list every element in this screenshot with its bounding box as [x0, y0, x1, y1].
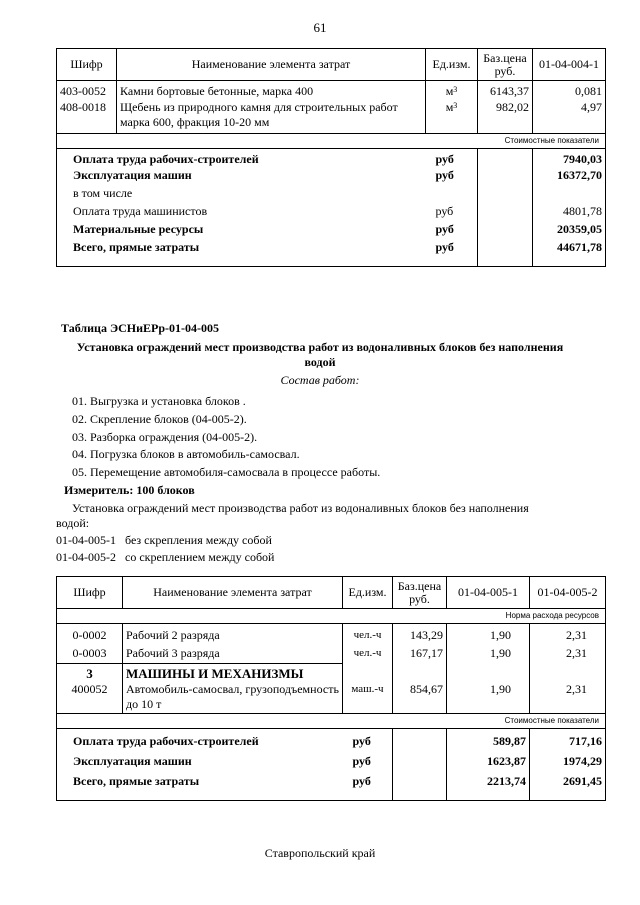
section-heading: Установка ограждений мест производства работ из водоналивных блоков без наполнения	[76, 340, 564, 354]
step-item: 04. Погрузка блоков в автомобиль-самосвал.	[72, 447, 300, 461]
header-cell: Шифр	[57, 49, 117, 81]
summary-name: в том числе	[57, 186, 426, 204]
table-row	[57, 682, 606, 714]
summary-value: 44671,78	[533, 240, 606, 267]
summary-value: 7940,03	[533, 149, 606, 168]
summary-blank	[393, 771, 447, 801]
section-label-row	[57, 714, 606, 729]
step-item: 05. Перемещение автомобиля-самосвала в процессе работы.	[72, 465, 381, 479]
summary-unit	[426, 186, 478, 204]
group-code: 3	[57, 664, 123, 682]
table-header	[57, 577, 606, 609]
table-title: Таблица ЭСНиЕРр-01-04-005	[61, 321, 220, 335]
price-cell: 982,02	[478, 100, 533, 134]
group-blank	[530, 664, 606, 682]
header-cell: Шифр	[57, 577, 123, 609]
header-cell: Ед.изм.	[426, 49, 478, 81]
value-cell: 2,31	[530, 682, 606, 714]
summary-value: 717,16	[530, 729, 606, 751]
summary-row	[57, 240, 606, 267]
group-row	[57, 664, 606, 682]
summary-name: Оплата труда рабочих-строителей	[57, 729, 343, 751]
unit-superscript: 3	[453, 100, 458, 110]
table-row	[57, 100, 606, 134]
section-label: Стоимостные показатели	[57, 714, 606, 729]
table-row	[57, 81, 606, 100]
description: Установка ограждений мест производства работ из водоналивных блоков без наполнения	[72, 501, 529, 515]
name-cell: Щебень из природного камня для строительных работ марка 600, фракция 10-20 мм	[117, 100, 426, 134]
step-item: 01. Выгрузка и установка блоков .	[72, 394, 246, 408]
code-cell: 0-0003	[57, 644, 123, 664]
step-item: 03. Разборка ограждения (04-005-2).	[72, 430, 258, 444]
variant-code: 01-04-005-2	[56, 550, 116, 564]
summary-row	[57, 149, 606, 168]
summary-value: 16372,70	[533, 168, 606, 186]
summary-blank	[393, 729, 447, 751]
summary-row	[57, 222, 606, 240]
header-cell: Наименование элемента затрат	[123, 577, 343, 609]
price-cell: 167,17	[393, 644, 447, 664]
price-cell: 143,29	[393, 624, 447, 644]
measure-label: Измеритель: 100 блоков	[64, 483, 195, 497]
header-cell: 01-04-004-1	[533, 49, 606, 81]
group-blank	[343, 664, 393, 682]
summary-name: Материальные ресурсы	[57, 222, 426, 240]
norm-label: Норма расхода ресурсов	[57, 609, 606, 624]
section-heading-cont: водой	[304, 355, 336, 369]
summary-value: 589,87	[447, 729, 530, 751]
group-blank	[393, 664, 447, 682]
section-label: Стоимостные показатели	[57, 134, 606, 149]
group-name: МАШИНЫ И МЕХАНИЗМЫ	[123, 664, 343, 682]
summary-blank	[478, 222, 533, 240]
group-blank	[447, 664, 530, 682]
header-cell: Баз.цена руб.	[393, 577, 447, 609]
value-cell: 0,081	[533, 81, 606, 100]
code-cell: 408-0018	[57, 100, 117, 134]
summary-unit: руб	[343, 729, 393, 751]
summary-value: 2691,45	[530, 771, 606, 801]
summary-blank	[393, 751, 447, 771]
summary-unit: руб	[343, 751, 393, 771]
header-cell: Ед.изм.	[343, 577, 393, 609]
summary-name: Оплата труда машинистов	[57, 204, 426, 222]
value-cell: 2,31	[530, 624, 606, 644]
cost-table-2	[56, 576, 606, 801]
name-cell: Рабочий 2 разряда	[123, 624, 343, 644]
name-cell: Камни бортовые бетонные, марка 400	[117, 81, 426, 100]
summary-row	[57, 751, 606, 771]
header-cell: 01-04-005-1	[447, 577, 530, 609]
summary-unit: руб	[426, 149, 478, 168]
table-row	[57, 624, 606, 644]
code-cell: 0-0002	[57, 624, 123, 644]
summary-value: 20359,05	[533, 222, 606, 240]
code-cell: 403-0052	[57, 81, 117, 100]
code-cell: 400052	[57, 682, 123, 714]
value-cell: 1,90	[447, 624, 530, 644]
name-cell: Рабочий 3 разряда	[123, 644, 343, 664]
unit-cell: чел.-ч	[343, 624, 393, 644]
step-item: 02. Скрепление блоков (04-005-2).	[72, 412, 247, 426]
summary-value: 2213,74	[447, 771, 530, 801]
description-cont: водой:	[56, 516, 90, 530]
summary-blank	[478, 204, 533, 222]
summary-unit: руб	[343, 771, 393, 801]
value-cell: 1,90	[447, 644, 530, 664]
summary-unit: руб	[426, 168, 478, 186]
summary-blank	[478, 149, 533, 168]
summary-unit: руб	[426, 222, 478, 240]
unit-cell: маш.-ч	[343, 682, 393, 714]
unit-cell	[426, 81, 478, 100]
summary-value: 1623,87	[447, 751, 530, 771]
page-number: 61	[313, 20, 327, 35]
summary-name: Всего, прямые затраты	[57, 240, 426, 267]
summary-value: 1974,29	[530, 751, 606, 771]
unit-text: м	[445, 99, 454, 114]
summary-name: Эксплуатация машин	[57, 751, 343, 771]
value-cell: 1,90	[447, 682, 530, 714]
summary-name: Эксплуатация машин	[57, 168, 426, 186]
variant-item	[56, 533, 640, 548]
header-cell: Наименование элемента затрат	[117, 49, 426, 81]
unit-superscript: 3	[453, 85, 458, 94]
summary-unit: руб	[426, 240, 478, 267]
summary-blank	[478, 186, 533, 204]
variant-item	[56, 550, 640, 565]
summary-blank	[478, 168, 533, 186]
section-label-row	[57, 134, 606, 149]
work-composition-title: Состав работ:	[280, 373, 360, 387]
price-cell: 6143,37	[478, 81, 533, 100]
variant-text: без скрепления между собой	[125, 533, 272, 547]
summary-row	[57, 204, 606, 222]
unit-text: м	[445, 84, 454, 98]
summary-value	[533, 186, 606, 204]
table-row	[57, 644, 606, 664]
price-cell: 854,67	[393, 682, 447, 714]
norm-label-row	[57, 609, 606, 624]
summary-value: 4801,78	[533, 204, 606, 222]
summary-row	[57, 168, 606, 186]
summary-row	[57, 186, 606, 204]
variant-code: 01-04-005-1	[56, 533, 116, 547]
table-header	[57, 49, 606, 81]
header-cell: 01-04-005-2	[530, 577, 606, 609]
summary-name: Оплата труда рабочих-строителей	[57, 149, 426, 168]
value-cell: 2,31	[530, 644, 606, 664]
header-cell: Баз.цена руб.	[478, 49, 533, 81]
cost-table-1	[56, 48, 606, 267]
value-cell: 4,97	[533, 100, 606, 134]
variant-text: со скреплением между собой	[125, 550, 275, 564]
name-cell: Автомобиль-самосвал, грузоподъемность до 10 т	[123, 682, 343, 714]
summary-name: Всего, прямые затраты	[57, 771, 343, 801]
summary-row	[57, 771, 606, 801]
summary-blank	[478, 240, 533, 267]
unit-cell: чел.-ч	[343, 644, 393, 664]
summary-unit: руб	[426, 204, 478, 222]
summary-row	[57, 729, 606, 751]
unit-cell	[426, 100, 478, 134]
page-footer: Ставропольский край	[264, 846, 376, 860]
